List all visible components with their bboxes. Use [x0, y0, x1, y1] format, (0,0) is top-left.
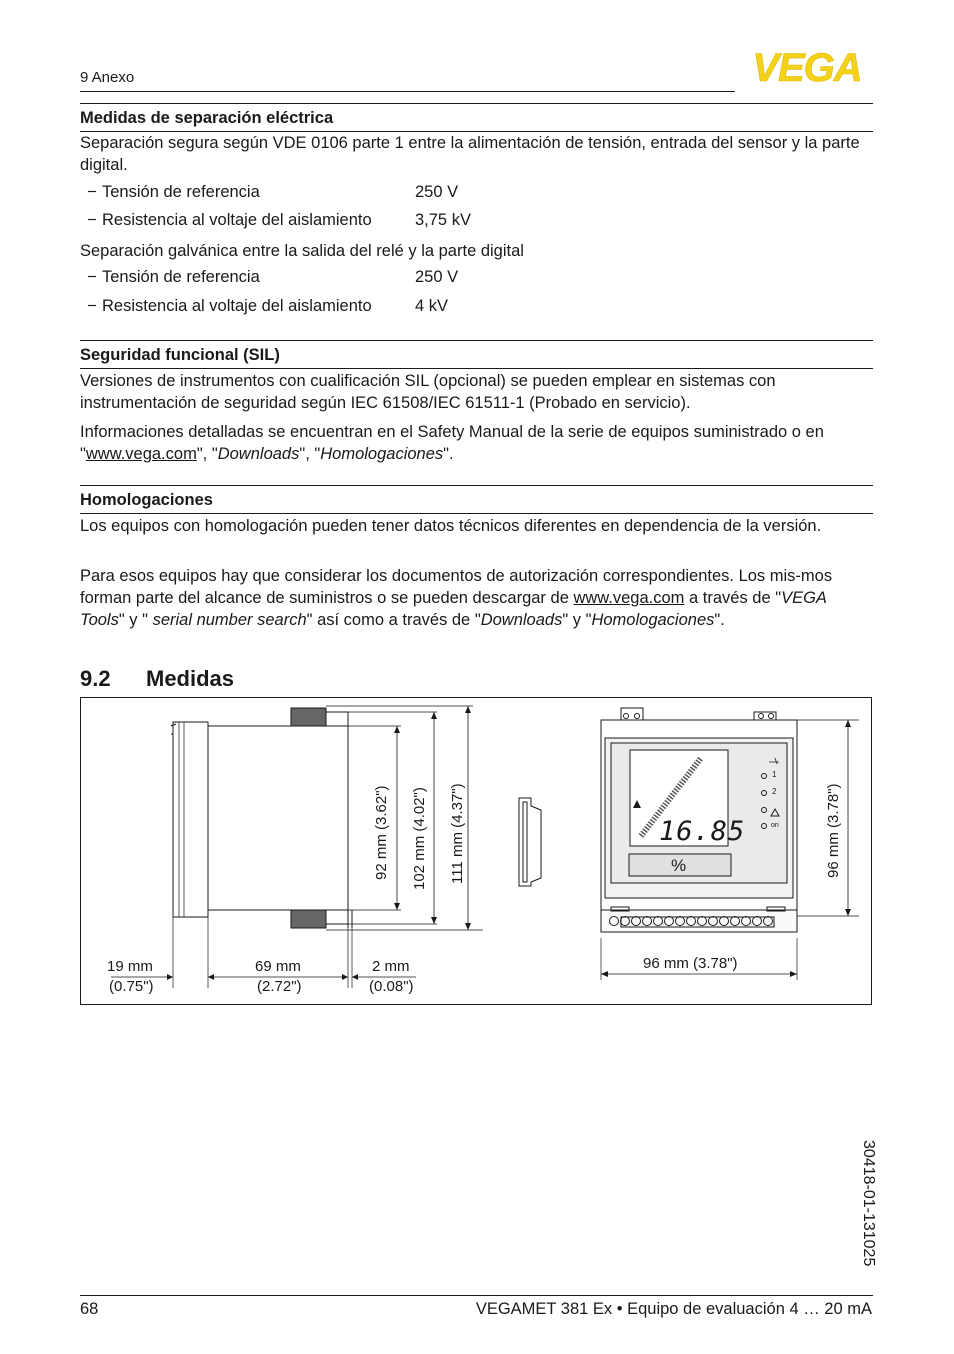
- sil-paragraph-2: Informaciones detalladas se encuentran en el Safety Manual de la serie de equipos suministrado o en "www.vega.com", "Downloads", "Homologaciones".: [80, 423, 824, 463]
- screw: [642, 916, 652, 926]
- screw: [631, 916, 641, 926]
- list-item-label: Tensión de referencia: [102, 268, 260, 286]
- led-label-2: 2: [772, 787, 777, 796]
- dim-92mm: 92 mm (3.62"): [373, 785, 390, 880]
- list-item-value: 250 V: [415, 268, 459, 286]
- hom-paragraph-1: Los equipos con homologación pueden tener datos técnicos diferentes en dependencia de la versión.: [80, 517, 822, 535]
- display-reading: 16.85: [659, 816, 746, 847]
- list-dash: −: [87, 268, 97, 286]
- list-item-value: 250 V: [415, 183, 459, 201]
- din-rail-clip: [519, 798, 541, 886]
- screw: [752, 916, 762, 926]
- document-id: 30418-01-131025: [860, 1140, 877, 1267]
- terminal-screws: [609, 916, 779, 928]
- dim-111mm: 111 mm (4.37"): [449, 783, 466, 884]
- list-item-label: Resistencia al voltaje del aislamiento: [102, 211, 372, 229]
- screw: [730, 916, 740, 926]
- screw: [708, 916, 718, 926]
- screw: [675, 916, 685, 926]
- led-label-on: on: [771, 822, 779, 829]
- dim-19mm-in: (0.75"): [109, 978, 154, 995]
- list-item-value: 4 kV: [415, 297, 449, 315]
- vega-logo: [740, 48, 874, 88]
- list-item-label: Tensión de referencia: [102, 183, 260, 201]
- sil-paragraph-1: Versiones de instrumentos con cualificación SIL (opcional) se pueden emplear en sistemas con instrumentación de seguridad según IEC 61508/IEC 61511-1 (Probado en servicio).: [80, 372, 776, 412]
- dim-69mm-in: (2.72"): [257, 978, 302, 995]
- section-heading-medidas: 9.2 Medidas: [80, 666, 235, 691]
- dim-69mm: 69 mm: [255, 958, 301, 975]
- screw: [697, 916, 707, 926]
- section-title-sil: Seguridad funcional (SIL): [80, 340, 873, 369]
- dimension-drawing: [80, 697, 872, 1005]
- section-title-homologaciones: Homologaciones: [80, 485, 873, 514]
- dim-102mm: 102 mm (4.02"): [411, 787, 428, 890]
- footer-rule: [80, 1295, 873, 1296]
- separation-paragraph-2: Separación galvánica entre la salida del relé y la parte digital: [80, 242, 524, 260]
- screw: [686, 916, 696, 926]
- list-dash: −: [87, 211, 97, 229]
- screw: [664, 916, 674, 926]
- list-item-label: Resistencia al voltaje del aislamiento: [102, 297, 372, 315]
- list-item-value: 3,75 kV: [415, 211, 471, 229]
- display-unit: %: [671, 856, 687, 875]
- list-dash: −: [87, 183, 97, 201]
- dim-front-width: 96 mm (3.78"): [643, 955, 738, 972]
- page-number: 68: [80, 1300, 99, 1318]
- vega-link[interactable]: www.vega.com: [85, 445, 197, 463]
- screw: [719, 916, 729, 926]
- header-rule: [80, 91, 735, 92]
- screw: [653, 916, 663, 926]
- logo-text: VEGA: [752, 48, 862, 88]
- dim-2mm-in: (0.08"): [369, 978, 414, 995]
- dim-19mm: 19 mm: [107, 958, 153, 975]
- screw: [741, 916, 751, 926]
- section-title-separation: Medidas de separación eléctrica: [80, 103, 873, 132]
- screw: [620, 916, 630, 926]
- vega-link[interactable]: www.vega.com: [573, 589, 685, 607]
- screw: [763, 916, 773, 926]
- screw: [609, 916, 619, 926]
- led-label-1: 1: [772, 770, 777, 779]
- list-dash: −: [87, 297, 97, 315]
- dim-front-height: 96 mm (3.78"): [825, 783, 842, 878]
- document-title: VEGAMET 381 Ex • Equipo de evaluación 4 … 20 mA: [475, 1300, 872, 1318]
- running-header: 9 Anexo: [80, 69, 135, 86]
- separation-paragraph-1: Separación segura según VDE 0106 parte 1 entre la alimentación de tensión, entrada del sensor y la parte digital.: [80, 134, 860, 174]
- hom-paragraph-2: Para esos equipos hay que considerar los documentos de autorización correspondientes. Los mis-mos forman parte del alcance de suministros o se pueden descargar de www.vega.com a través de "VEGA Tools" y " serial number search" así como a través de "Downloads" y "Homologaciones".: [80, 567, 833, 629]
- dim-2mm: 2 mm: [372, 958, 410, 975]
